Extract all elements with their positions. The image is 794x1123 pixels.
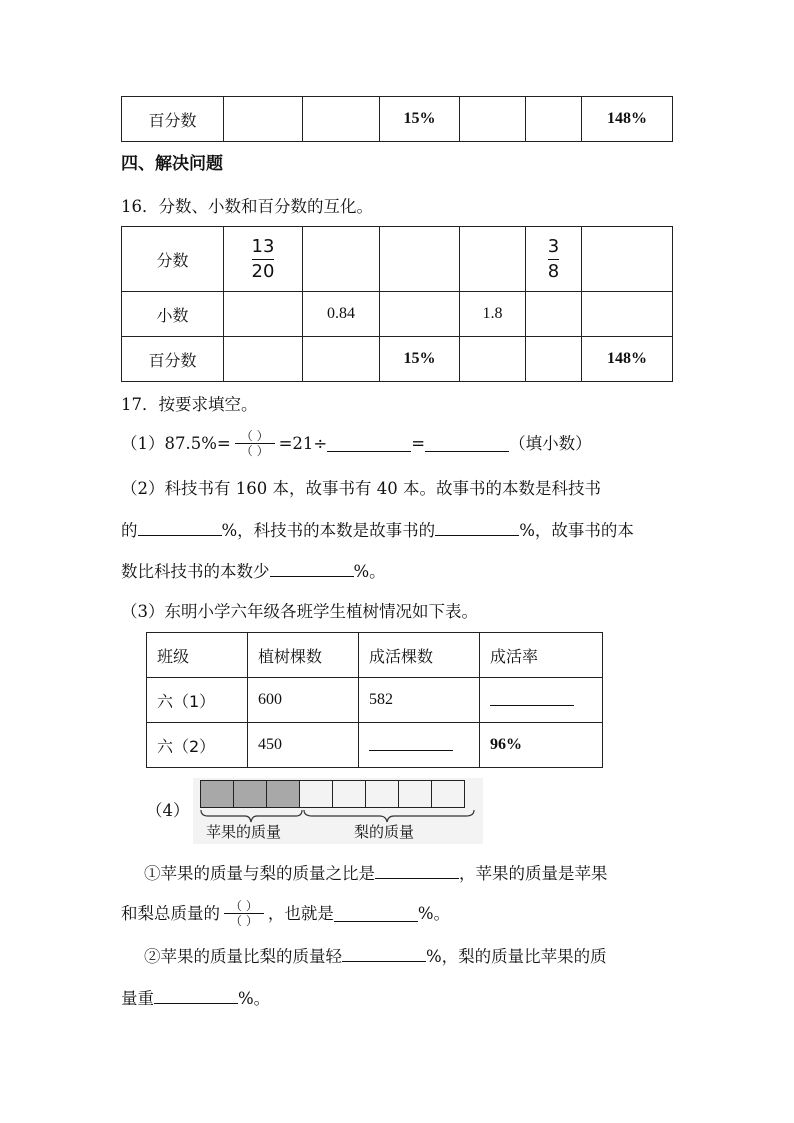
table-cell <box>460 227 526 292</box>
q17-title: 17．按要求填空。 <box>121 395 258 414</box>
header-cell: 成活棵数 <box>359 633 480 678</box>
table-cell <box>303 337 380 382</box>
section-title: 四、解决问题 <box>121 154 223 174</box>
fraction-3-8: $\frac{3}{8}$ <box>547 236 560 282</box>
pear-segment <box>299 780 333 808</box>
pear-segment <box>365 780 399 808</box>
fraction-13-20: $\frac{13}{20}$ <box>251 236 275 282</box>
mass-bar <box>201 780 465 808</box>
q17-part2-line2: 的 %，科技书的本数是故事书的 %，故事书的本 <box>121 521 634 540</box>
pear-mass-label: 梨的质量 <box>354 823 415 841</box>
equals-sign: = <box>411 433 426 453</box>
table-cell: 0.84 <box>303 292 380 337</box>
pear-segment <box>398 780 432 808</box>
answer-blank[interactable] <box>342 945 426 962</box>
table-cell <box>582 227 673 292</box>
table-cell <box>303 97 380 142</box>
answer-blank[interactable] <box>334 905 418 922</box>
table-cell: 582 <box>359 678 480 723</box>
answer-blank[interactable] <box>435 519 519 536</box>
top-percent-table <box>121 96 673 142</box>
table-cell <box>460 97 526 142</box>
row-label: 分数 <box>122 227 224 292</box>
pear-segment <box>431 780 465 808</box>
q17-part2-line1: （2）科技书有 160 本，故事书有 40 本。故事书的本数是科技书 <box>121 479 601 498</box>
table-cell <box>224 292 303 337</box>
table-cell <box>224 337 303 382</box>
header-cell: 班级 <box>147 633 248 678</box>
table-cell <box>526 97 582 142</box>
table-cell <box>380 292 460 337</box>
answer-blank[interactable] <box>425 435 509 452</box>
apple-segment <box>233 780 267 808</box>
fraction-cell <box>224 227 303 292</box>
answer-blank[interactable] <box>490 691 574 706</box>
q17-part1 <box>121 430 592 457</box>
row-label: 百分数 <box>122 97 224 142</box>
table-cell: 148% <box>582 97 673 142</box>
table-cell[interactable] <box>359 723 480 768</box>
q17-part4-q1-line1: ①苹果的质量与梨的质量之比是 ，苹果的质量是苹果 <box>144 864 608 883</box>
table-cell <box>460 337 526 382</box>
blank-fraction[interactable]: $\frac{( )}{( )}$ <box>224 900 264 927</box>
table-cell <box>224 97 303 142</box>
q16-title: 16．分数、小数和百分数的互化。 <box>121 197 373 216</box>
q16-table <box>121 226 673 382</box>
table-cell: 148% <box>582 337 673 382</box>
part1-suffix: （填小数） <box>509 433 592 453</box>
fraction-cell <box>526 227 582 292</box>
table-cell: 六（2） <box>147 723 248 768</box>
answer-blank[interactable] <box>375 862 459 879</box>
apple-mass-label: 苹果的质量 <box>206 823 282 841</box>
q17-part4-label: （4） <box>146 801 190 820</box>
table-cell: 600 <box>248 678 359 723</box>
pear-segment <box>332 780 366 808</box>
table-cell: 15% <box>380 97 460 142</box>
answer-blank[interactable] <box>138 519 222 536</box>
q17-part2-line3: 数比科技书的本数少 %。 <box>121 562 386 581</box>
row-label: 百分数 <box>122 337 224 382</box>
part1-prefix: （1）87.5%= <box>121 433 231 453</box>
q17-part4-q2-line2: 量重 %。 <box>121 989 271 1008</box>
q17-part4-q1-line2: 和梨总质量的 $\frac{( )}{( )}$ ，也就是 %。 <box>121 899 451 928</box>
answer-blank[interactable] <box>327 435 411 452</box>
answer-blank[interactable] <box>369 736 453 751</box>
apple-segment <box>200 780 234 808</box>
blank-fraction[interactable]: $\frac{( )}{( )}$ <box>235 430 275 457</box>
planting-table <box>146 632 603 768</box>
table-cell <box>526 292 582 337</box>
table-cell <box>582 292 673 337</box>
table-cell[interactable] <box>480 678 603 723</box>
q17-part3-title: （3）东明小学六年级各班学生植树情况如下表。 <box>121 602 478 621</box>
table-cell: 450 <box>248 723 359 768</box>
table-cell <box>380 227 460 292</box>
answer-blank[interactable] <box>270 560 354 577</box>
header-cell: 成活率 <box>480 633 603 678</box>
table-cell: 六（1） <box>147 678 248 723</box>
table-cell: 1.8 <box>460 292 526 337</box>
table-cell <box>303 227 380 292</box>
table-cell: 96% <box>480 723 603 768</box>
apple-segment <box>266 780 300 808</box>
row-label: 小数 <box>122 292 224 337</box>
part1-mid: =21÷ <box>278 433 328 453</box>
q17-part4-q2-line1: ②苹果的质量比梨的质量轻 %，梨的质量比苹果的质 <box>144 947 607 966</box>
header-cell: 植树棵数 <box>248 633 359 678</box>
answer-blank[interactable] <box>154 987 238 1004</box>
table-cell: 15% <box>380 337 460 382</box>
table-cell <box>526 337 582 382</box>
